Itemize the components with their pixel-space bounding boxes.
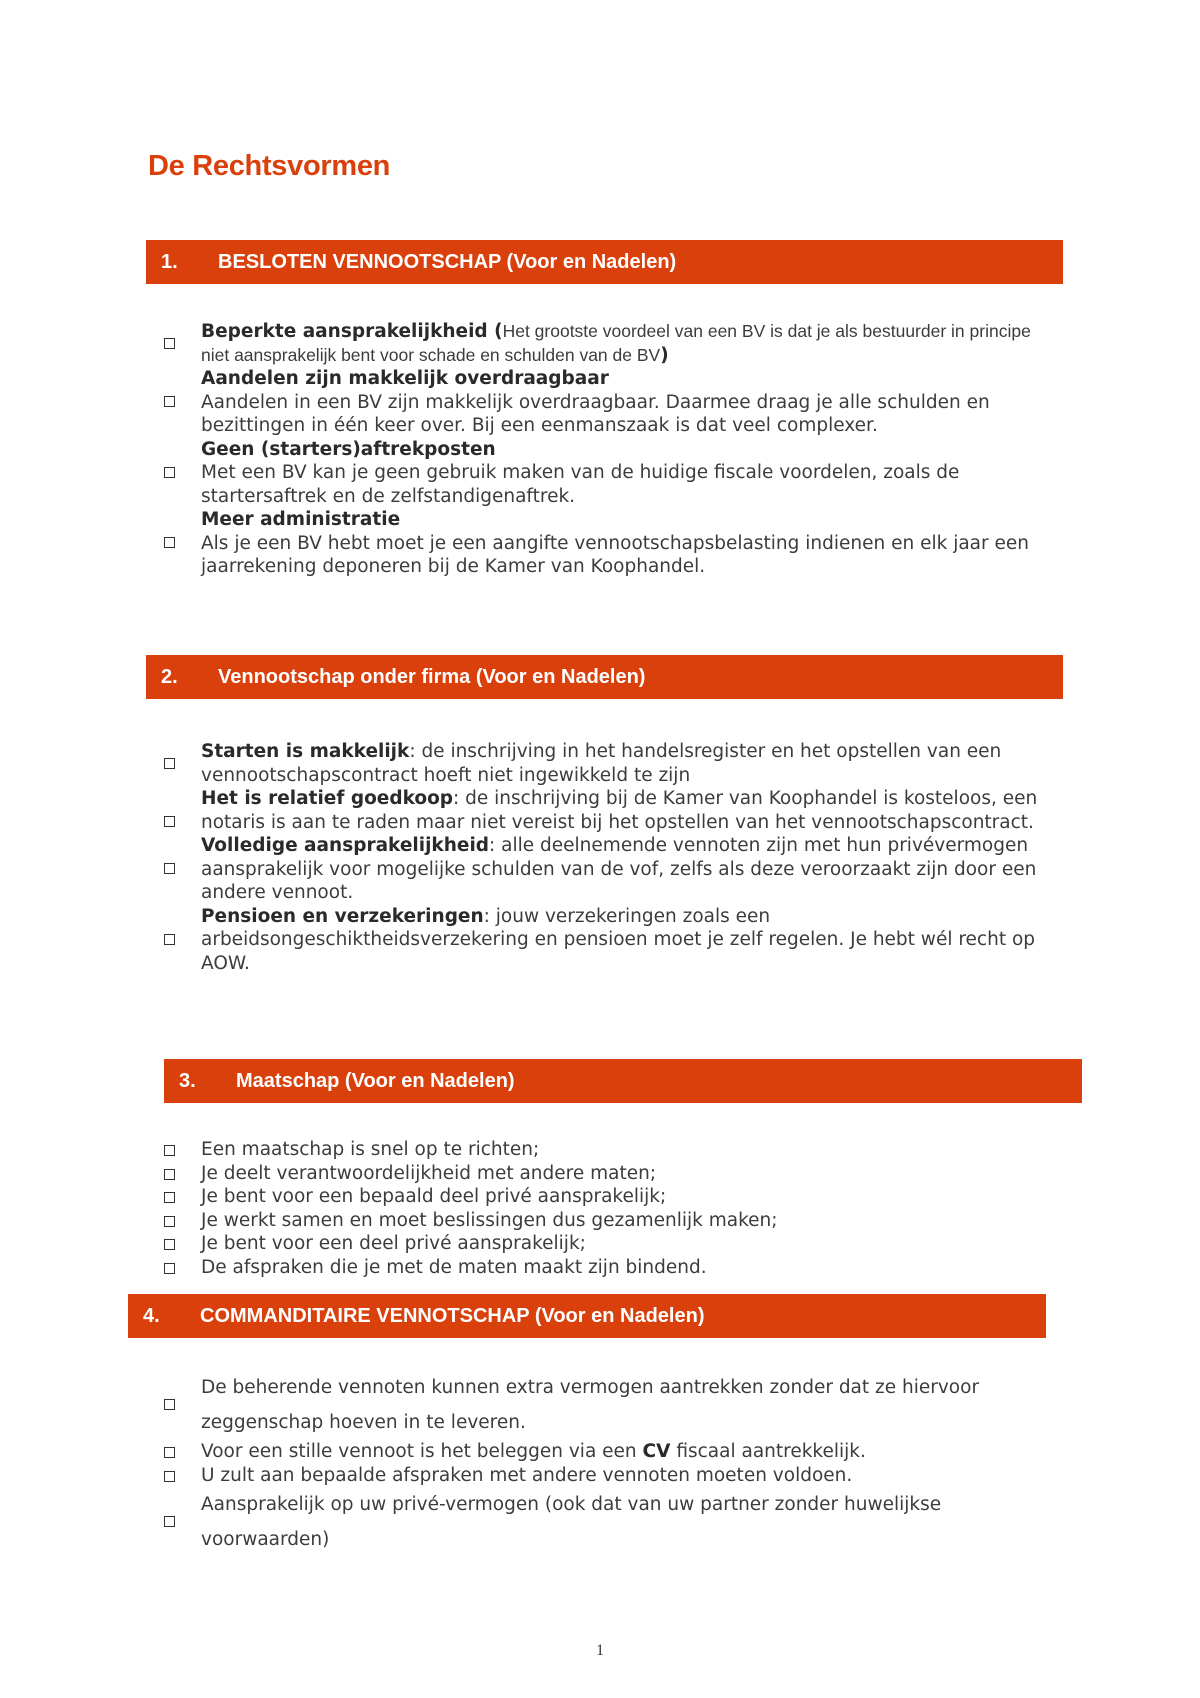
checkbox-icon — [164, 1216, 175, 1227]
checkbox-icon — [164, 1263, 175, 1274]
section-number: 2. — [161, 665, 178, 688]
section-heading: COMMANDITAIRE VENNOTSCHAP (Voor en Nadelen) — [200, 1304, 705, 1327]
list-item: Je deelt verantwoordelijkheid met andere maten; — [148, 1162, 1063, 1186]
page-title: De Rechtsvormen — [148, 150, 391, 182]
checkbox-icon — [164, 863, 175, 874]
checkbox-icon — [164, 758, 175, 769]
section-header-2 — [146, 655, 1063, 699]
section-heading: Maatschap (Voor en Nadelen) — [236, 1069, 515, 1092]
list-item: Starten is makkelijk: de inschrijving in het handelsregister en het opstellen van een vennootschapscontract hoeft niet ingewikkeld te zijn — [148, 740, 1063, 787]
checkbox-icon — [164, 1145, 175, 1156]
page-number: 1 — [596, 1642, 604, 1659]
checkbox-icon — [164, 467, 175, 478]
checkbox-icon — [164, 1192, 175, 1203]
list-item: Volledige aansprakelijkheid: alle deelnemende vennoten zijn met hun privévermogen aansprakelijk voor mogelijke schulden van de vof, zelfs als deze veroorzaakt zijn door een andere vennoot. — [148, 834, 1063, 905]
list-item: Pensioen en verzekeringen: jouw verzekeringen zoals een arbeidsongeschiktheidsverzekering en pensioen moet je zelf regelen. Je hebt wél recht op AOW. — [148, 905, 1063, 976]
list-item: Je werkt samen en moet beslissingen dus gezamenlijk maken; — [148, 1209, 1063, 1233]
checkbox-icon — [164, 396, 175, 407]
list-item: Aansprakelijk op uw privé-vermogen (ook dat van uw partner zonder huwelijkse voorwaarden) — [148, 1487, 1063, 1557]
section-header-3 — [164, 1059, 1082, 1103]
checkbox-icon — [164, 1399, 175, 1410]
checkbox-icon — [164, 1471, 175, 1482]
list-item: Meer administratie Als je een BV hebt moet je een aangifte vennootschapsbelasting indienen en elk jaar een jaarrekening deponeren bij de Kamer van Koophandel. — [148, 508, 1063, 579]
list-item: U zult aan bepaalde afspraken met andere vennoten moeten voldoen. — [148, 1464, 1063, 1488]
checkbox-icon — [164, 1169, 175, 1180]
checkbox-icon — [164, 1239, 175, 1250]
list-item: Je bent voor een bepaald deel privé aansprakelijk; — [148, 1185, 1063, 1209]
list-item: Je bent voor een deel privé aansprakelijk; — [148, 1232, 1063, 1256]
list-item: De afspraken die je met de maten maakt zijn bindend. — [148, 1256, 1063, 1280]
checkbox-icon — [164, 338, 175, 349]
list-item: Aandelen zijn makkelijk overdraagbaar Aandelen in een BV zijn makkelijk overdraagbaar. Daarmee draag je alle schulden en bezittingen in één keer over. Bij een eenmanszaak is dat veel complexer. — [148, 367, 1063, 438]
list-item: Een maatschap is snel op te richten; — [148, 1138, 1063, 1162]
checkbox-icon — [164, 1516, 175, 1527]
section-header-1 — [146, 240, 1063, 284]
list-item: Beperkte aansprakelijkheid (Het grootste voordeel van een BV is dat je als bestuurder in principe niet aansprakelijk bent voor schade en schulden van de BV) — [148, 320, 1063, 367]
section-heading: BESLOTEN VENNOOTSCHAP (Voor en Nadelen) — [218, 250, 677, 273]
list-item: Het is relatief goedkoop: de inschrijving bij de Kamer van Koophandel is kosteloos, een notaris is aan te raden maar niet vereist bij het opstellen van het vennootschapscontract. — [148, 787, 1063, 834]
section-heading: Vennootschap onder firma (Voor en Nadelen) — [218, 665, 646, 688]
section-header-4 — [128, 1294, 1046, 1338]
section-4-list — [148, 1370, 1063, 1557]
checkbox-icon — [164, 816, 175, 827]
section-3-list — [148, 1138, 1063, 1279]
section-1-list — [148, 320, 1063, 579]
checkbox-icon — [164, 1447, 175, 1458]
checkbox-icon — [164, 537, 175, 548]
list-item: Geen (starters)aftrekposten Met een BV kan je geen gebruik maken van de huidige fiscale voordelen, zoals de startersaftrek en de zelfstandigenaftrek. — [148, 438, 1063, 509]
section-number: 1. — [161, 250, 178, 273]
checkbox-icon — [164, 934, 175, 945]
section-2-list — [148, 740, 1063, 975]
section-number: 4. — [143, 1304, 160, 1327]
section-number: 3. — [179, 1069, 196, 1092]
list-item: De beherende vennoten kunnen extra vermogen aantrekken zonder dat ze hiervoor zeggenschap hoeven in te leveren. — [148, 1370, 1063, 1440]
list-item: Voor een stille vennoot is het beleggen via een CV fiscaal aantrekkelijk. — [148, 1440, 1063, 1464]
